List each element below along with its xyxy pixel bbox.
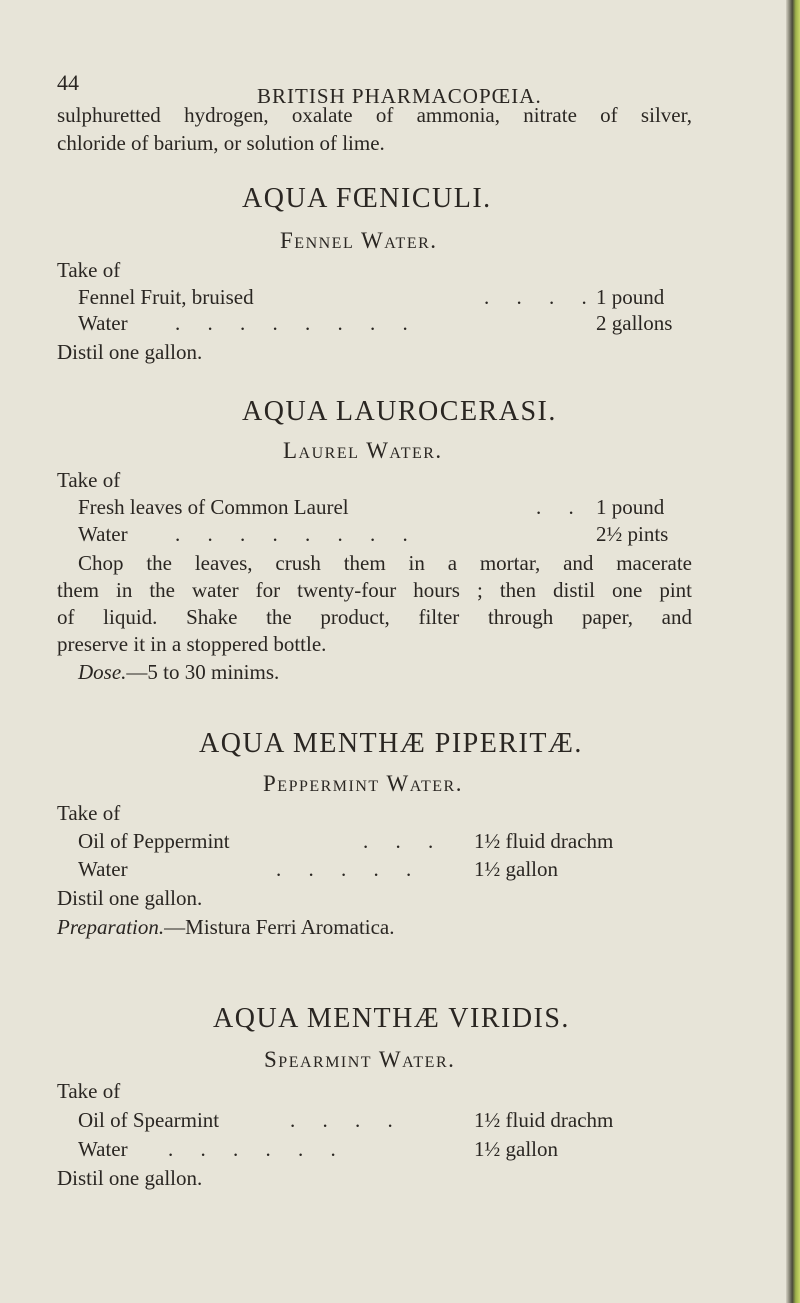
intro-line-1: sulphuretted hydrogen, oxalate of ammonia, nitrate of silver, [57,103,692,127]
leader-dots: . . . . [484,285,598,309]
ingredient-amount: 1½ fluid drachm [474,829,614,853]
section-title-aqua-menthae-piperitae: AQUA MENTHÆ PIPERITÆ. [199,728,583,759]
section-subtitle-peppermint-water: Peppermint Water. [263,771,463,796]
section-title-aqua-laurocerasi: AQUA LAUROCERASI. [242,396,557,427]
running-title: BRITISH PHARMACOPŒIA. [257,84,542,108]
dose-label: Dose. [78,660,127,684]
page-number: 44 [57,70,79,95]
leader-dots: . . . . [290,1108,404,1132]
take-of-label: Take of [57,258,121,282]
leader-dots: . . . . . [276,857,423,881]
section-subtitle-spearmint-water: Spearmint Water. [264,1047,456,1072]
section-subtitle-laurel-water: Laurel Water. [283,438,443,463]
take-of-label: Take of [57,468,121,492]
instructions-line-2: them in the water for twenty-four hours ; then distil one pint [57,578,692,602]
instructions-line-1: Chop the leaves, crush them in a mortar, and macerate [78,551,692,575]
instructions: Distil one gallon. [57,340,203,364]
ingredient-amount: 2 gallons [596,311,673,335]
leader-dots: . . [536,495,585,519]
ingredient-name: Water [78,857,128,881]
leader-dots: . . . . . . . . [175,522,419,546]
section-subtitle-fennel-water: Fennel Water. [280,228,438,253]
ingredient-amount: 2½ pints [596,522,669,546]
ingredient-name: Oil of Peppermint [78,829,230,853]
dose-value: —5 to 30 minims. [126,660,280,684]
ingredient-amount: 1½ gallon [474,857,558,881]
preparation-label: Preparation. [57,915,165,939]
ingredient-name: Fennel Fruit, bruised [78,285,254,309]
ingredient-name: Water [78,522,128,546]
ingredient-amount: 1½ fluid drachm [474,1108,614,1132]
leader-dots: . . . [363,829,445,853]
ingredient-name: Water [78,311,128,335]
section-title-aqua-foeniculi: AQUA FŒNICULI. [242,183,492,214]
intro-line-2: chloride of barium, or solution of lime. [57,131,385,155]
take-of-label: Take of [57,1079,121,1103]
leader-dots: . . . . . . [168,1137,347,1161]
take-of-label: Take of [57,801,121,825]
ingredient-name: Water [78,1137,128,1161]
preparation-line [57,915,395,940]
page-edge-binding [786,0,800,1303]
dose-line [78,659,279,686]
instructions-line-4: preserve it in a stoppered bottle. [57,632,327,656]
ingredient-amount: 1 pound [596,285,665,309]
instructions: Distil one gallon. [57,886,203,910]
instructions: Distil one gallon. [57,1166,203,1190]
ingredient-name: Fresh leaves of Common Laurel [78,495,349,519]
section-title-aqua-menthae-viridis: AQUA MENTHÆ VIRIDIS. [213,1003,570,1034]
ingredient-amount: 1½ gallon [474,1137,558,1161]
preparation-value: —Mistura Ferri Aromatica. [164,915,395,939]
instructions-line-3: of liquid. Shake the product, filter through paper, and [57,605,692,629]
ingredient-name: Oil of Spearmint [78,1108,220,1132]
ingredient-amount: 1 pound [596,495,665,519]
leader-dots: . . . . . . . . [175,311,419,335]
